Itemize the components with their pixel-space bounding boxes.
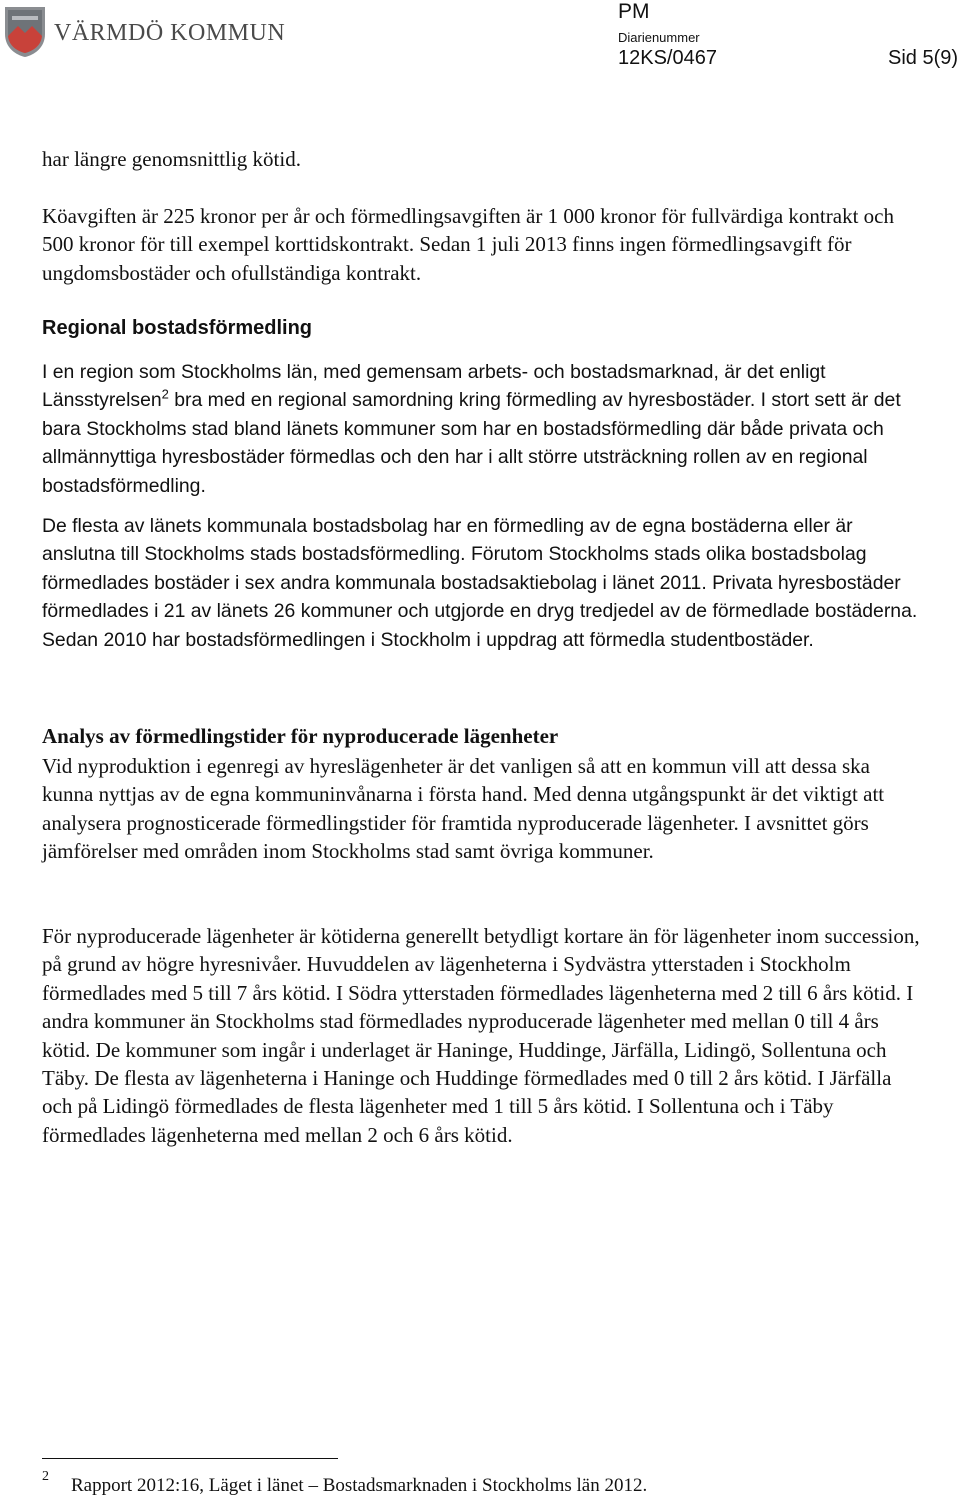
paragraph-3 — [42, 358, 922, 500]
section-heading-analys: Analys av förmedlingstider för nyproducerade lägenheter — [42, 724, 559, 748]
organization-name: VÄRMDÖ KOMMUN — [54, 20, 286, 46]
paragraph-2: Köavgiften är 225 kronor per år och förmedlingsavgiften är 1 000 kronor för fullvärdiga kontrakt och 500 kronor för till exempel korttidskontrakt. Sedan 1 juli 2013 finns ingen förmedlingsavgift för ungdomsbostäder och ofullständiga kontrakt. — [42, 204, 894, 285]
paragraph-6: För nyproducerade lägenheter är kötiderna generellt betydligt kortare än för lägenheter inom succession, på grund av högre hyresnivåer. Huvuddelen av lägenheterna i Sydvästra ytterstaden i Stockholm förmedlades med 5 till 7 års kötid. I Södra ytterstaden förmedlades lägenheterna med 2 till 6 års kötid. I andra kommuner än Stockholms stad förmedlades nyproducerade lägenheter med mellan 0 till 4 års kötid. De kommuner som ingår i underlaget är Haninge, Huddinge, Järfälla, Lidingö, Sollentuna och Täby. De flesta av lägenheterna i Haninge och Huddinge förmedlades med 0 till 2 års kötid. I Järfälla och på Lidingö förmedlades de flesta lägenheter med 1 till 5 års kötid. I Sollentuna och i Täby förmedlades lägenheterna med mellan 2 och 6 års kötid. — [42, 924, 920, 1147]
crest-icon — [4, 6, 46, 58]
footnote-reference: 2 — [161, 386, 169, 402]
municipality-crest — [4, 6, 46, 58]
paragraph-1: har längre genomsnittlig kötid. — [42, 147, 301, 171]
footnote-divider — [42, 1458, 338, 1459]
diary-number-label: Diarienummer — [618, 30, 700, 45]
paragraph-3-part-2: bra med en regional samordning kring förmedling av hyresbostäder. I stort sett är det bara Stockholms stad bland länets kommuner som har en bostadsförmedling där både privata och allmännyttiga hyresbostäder förmedlas och den har i allt större utsträckning rollen av en regional bostadsförmedling. — [42, 389, 901, 497]
paragraph-5: Vid nyproduktion i egenregi av hyreslägenheter är det vanligen så att en kommun vill att dessa ska kunna nyttjas av de egna kommuninvånarna i första hand. Med denna utgångspunkt är det viktigt att analysera prognosticerade förmedlingstider för framtida nyproducerade lägenheter. I avsnittet görs jämförelser med områden inom Stockholms stad samt övriga kommuner. — [42, 754, 885, 864]
diary-number: 12KS/0467 — [618, 47, 717, 69]
document-type: PM — [618, 0, 650, 23]
footnote-mark: 2 — [42, 1469, 49, 1484]
paragraph-3-part-1: I en region som Stockholms län, med gemensam arbets- och bostadsmarknad, är det enligt Länsstyrelsen — [42, 361, 826, 412]
footnote-text: Rapport 2012:16, Läget i länet – Bostadsmarknaden i Stockholms län 2012. — [71, 1475, 648, 1496]
paragraph-4: De flesta av länets kommunala bostadsbolag har en förmedling av de egna bostäderna eller är anslutna till Stockholms stads bostadsförmedling. Förutom Stockholms stads olika bostadsbolag förmedlades bostäder i sex andra kommunala bostadsaktiebolag i länet 2011. Privata hyresbostäder förmedlades i 21 av länets 26 kommuner och utgjorde en dryg tredjedel av de förmedlade bostäderna. Sedan 2010 har bostadsförmedlingen i Stockholm i uppdrag att förmedla studentbostäder. — [42, 515, 918, 651]
section-heading-regional: Regional bostadsförmedling — [42, 317, 313, 339]
page-number: Sid 5(9) — [888, 47, 959, 69]
